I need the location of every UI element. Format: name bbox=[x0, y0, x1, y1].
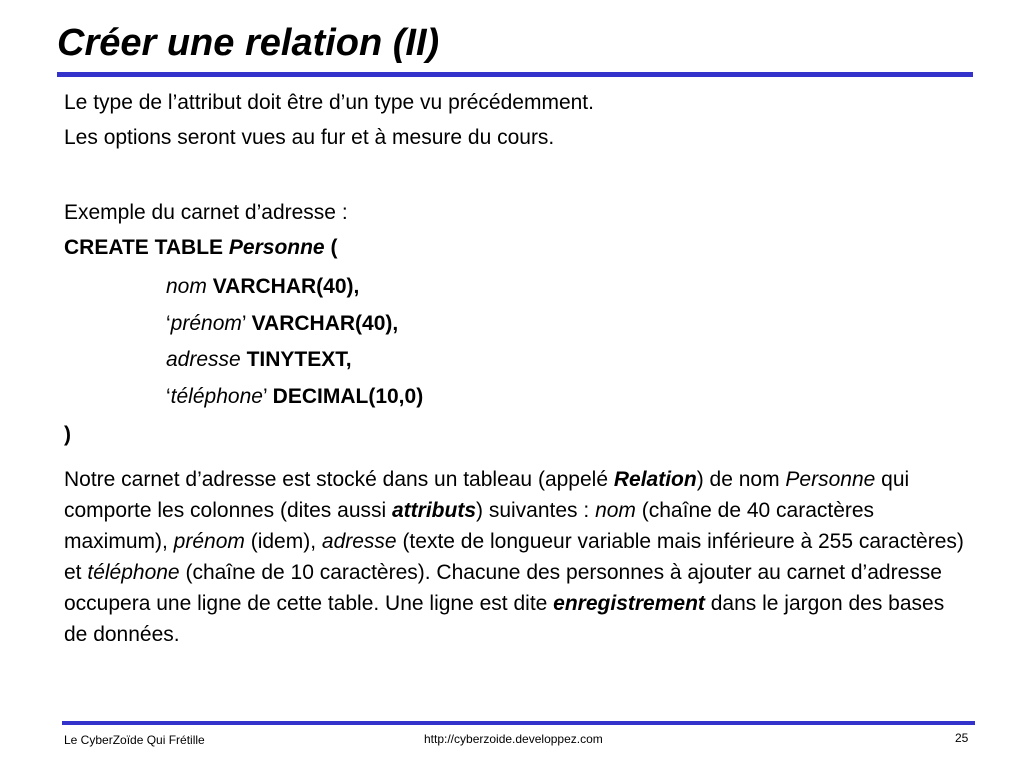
code-line-telephone: ‘téléphone’ DECIMAL(10,0) bbox=[166, 385, 424, 408]
code-create-keyword: CREATE TABLE bbox=[64, 236, 224, 259]
code-line-nom bbox=[166, 273, 359, 301]
term-nom: nom bbox=[595, 499, 636, 522]
code-open-paren: ( bbox=[330, 236, 338, 259]
page-number: 25 bbox=[955, 731, 969, 745]
body-line-type: Le type de l’attribut doit être d’un type vu précédemment. bbox=[64, 91, 594, 114]
term-prenom: prénom bbox=[173, 530, 245, 553]
code-column-name: téléphone bbox=[170, 385, 263, 408]
code-column-name: prénom bbox=[170, 312, 242, 335]
code-close-paren: ) bbox=[64, 423, 71, 446]
example-intro: Exemple du carnet d’adresse : bbox=[64, 201, 348, 224]
code-line-adresse bbox=[166, 346, 352, 374]
code-column-name: nom bbox=[166, 275, 207, 298]
code-column-type: TINYTEXT, bbox=[246, 348, 352, 371]
title-divider bbox=[57, 72, 973, 77]
term-adresse: adresse bbox=[321, 530, 397, 553]
code-line-prenom: ‘prénom’ VARCHAR(40), bbox=[166, 312, 399, 335]
term-enregistrement: enregistrement bbox=[553, 592, 705, 615]
term-relation: Relation bbox=[613, 468, 697, 491]
description-paragraph: Notre carnet d’adresse est stocké dans un tableau (appelé Relation) de nom Personne qui comporte les colonnes (dites aussi attributs) suivantes : nom (chaîne de 40 caractères maximum), prénom (idem), adresse (texte de longueur variable mais inférieure à 255 caractères) et téléphone (chaîne de 10 caractères). Chacune des personnes à ajouter au carnet d’adresse occupera une ligne de cette table. Une ligne est dite enregistrement dans le jargon des bases de données. bbox=[64, 468, 964, 646]
term-personne: Personne bbox=[785, 468, 876, 491]
term-telephone: téléphone bbox=[87, 561, 180, 584]
footer-divider bbox=[62, 721, 975, 725]
code-create-table bbox=[64, 234, 337, 262]
footer-url: http://cyberzoide.developpez.com bbox=[424, 732, 603, 746]
term-attributs: attributs bbox=[392, 499, 476, 522]
body-line-options: Les options seront vues au fur et à mesure du cours. bbox=[64, 126, 555, 149]
code-column-type: VARCHAR(40), bbox=[212, 275, 360, 298]
code-table-name: Personne bbox=[228, 236, 325, 259]
code-column-name: adresse bbox=[166, 348, 241, 371]
footer-author: Le CyberZoïde Qui Frétille bbox=[64, 733, 205, 747]
code-column-type: VARCHAR(40), bbox=[251, 312, 399, 335]
code-column-type: DECIMAL(10,0) bbox=[272, 385, 424, 408]
slide-title: Créer une relation (II) bbox=[57, 22, 440, 64]
